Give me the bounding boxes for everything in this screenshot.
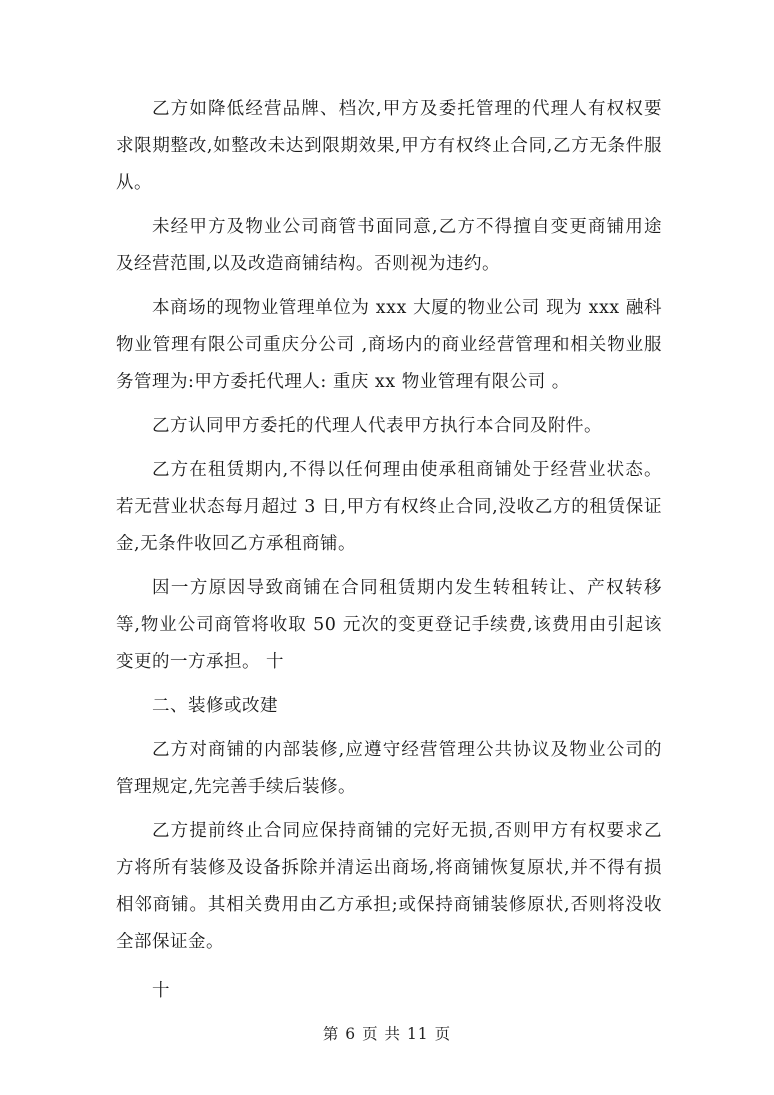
paragraph-property-management: 本商场的现物业管理单位为 xxx 大厦的物业公司 现为 xxx 融科物业管理有限公司重庆分公司 ,商场内的商业经营管理和相关物业服务管理为:甲方委托代理人: 重庆 xx 物业管理有限公司 。 — [116, 298, 662, 392]
paragraph-early-termination: 乙方提前终止合同应保持商铺的完好无损,否则甲方有权要求乙方将所有装修及设备拆除并清运出商场,将商铺恢复原状,并不得有损相邻商铺。其相关费用由乙方承担;或保持商铺装修原状,否则将没收全部保证金。 — [116, 821, 662, 952]
section-heading-renovation: 二、装修或改建 — [152, 696, 278, 716]
paragraph-usage-change: 未经甲方及物业公司商管书面同意,乙方不得擅自变更商铺用途及经营范围,以及改造商铺结构。否则视为违约。 — [116, 217, 662, 274]
paragraph-business-status: 乙方在租赁期内,不得以任何理由使承租商铺处于经营业状态。若无营业状态每月超过 3 日,甲方有权终止合同,没收乙方的租赁保证金,无条件收回乙方承租商铺。 — [116, 460, 662, 554]
paragraph-interior-renovation: 乙方对商铺的内部装修,应遵守经营管理公共协议及物业公司的管理规定,先完善手续后装修。 — [116, 740, 662, 797]
trailing-mark: 十 — [152, 981, 170, 1001]
paragraph-agent-recognition: 乙方认同甲方委托的代理人代表甲方执行本合同及附件。 — [152, 416, 602, 436]
page-footer: 第 6 页 共 11 页 — [322, 1025, 452, 1043]
document-body — [116, 91, 662, 1010]
paragraph-brand-downgrade: 乙方如降低经营品牌、档次,甲方及委托管理的代理人有权权要求限期整改,如整改未达到限期效果,甲方有权终止合同,乙方无条件服从。 — [116, 99, 662, 193]
paragraph-transfer-fee: 因一方原因导致商铺在合同租赁期内发生转租转让、产权转移等,物业公司商管将收取 50 元次的变更登记手续费,该费用由引起该变更的一方承担。 十 — [116, 578, 662, 672]
